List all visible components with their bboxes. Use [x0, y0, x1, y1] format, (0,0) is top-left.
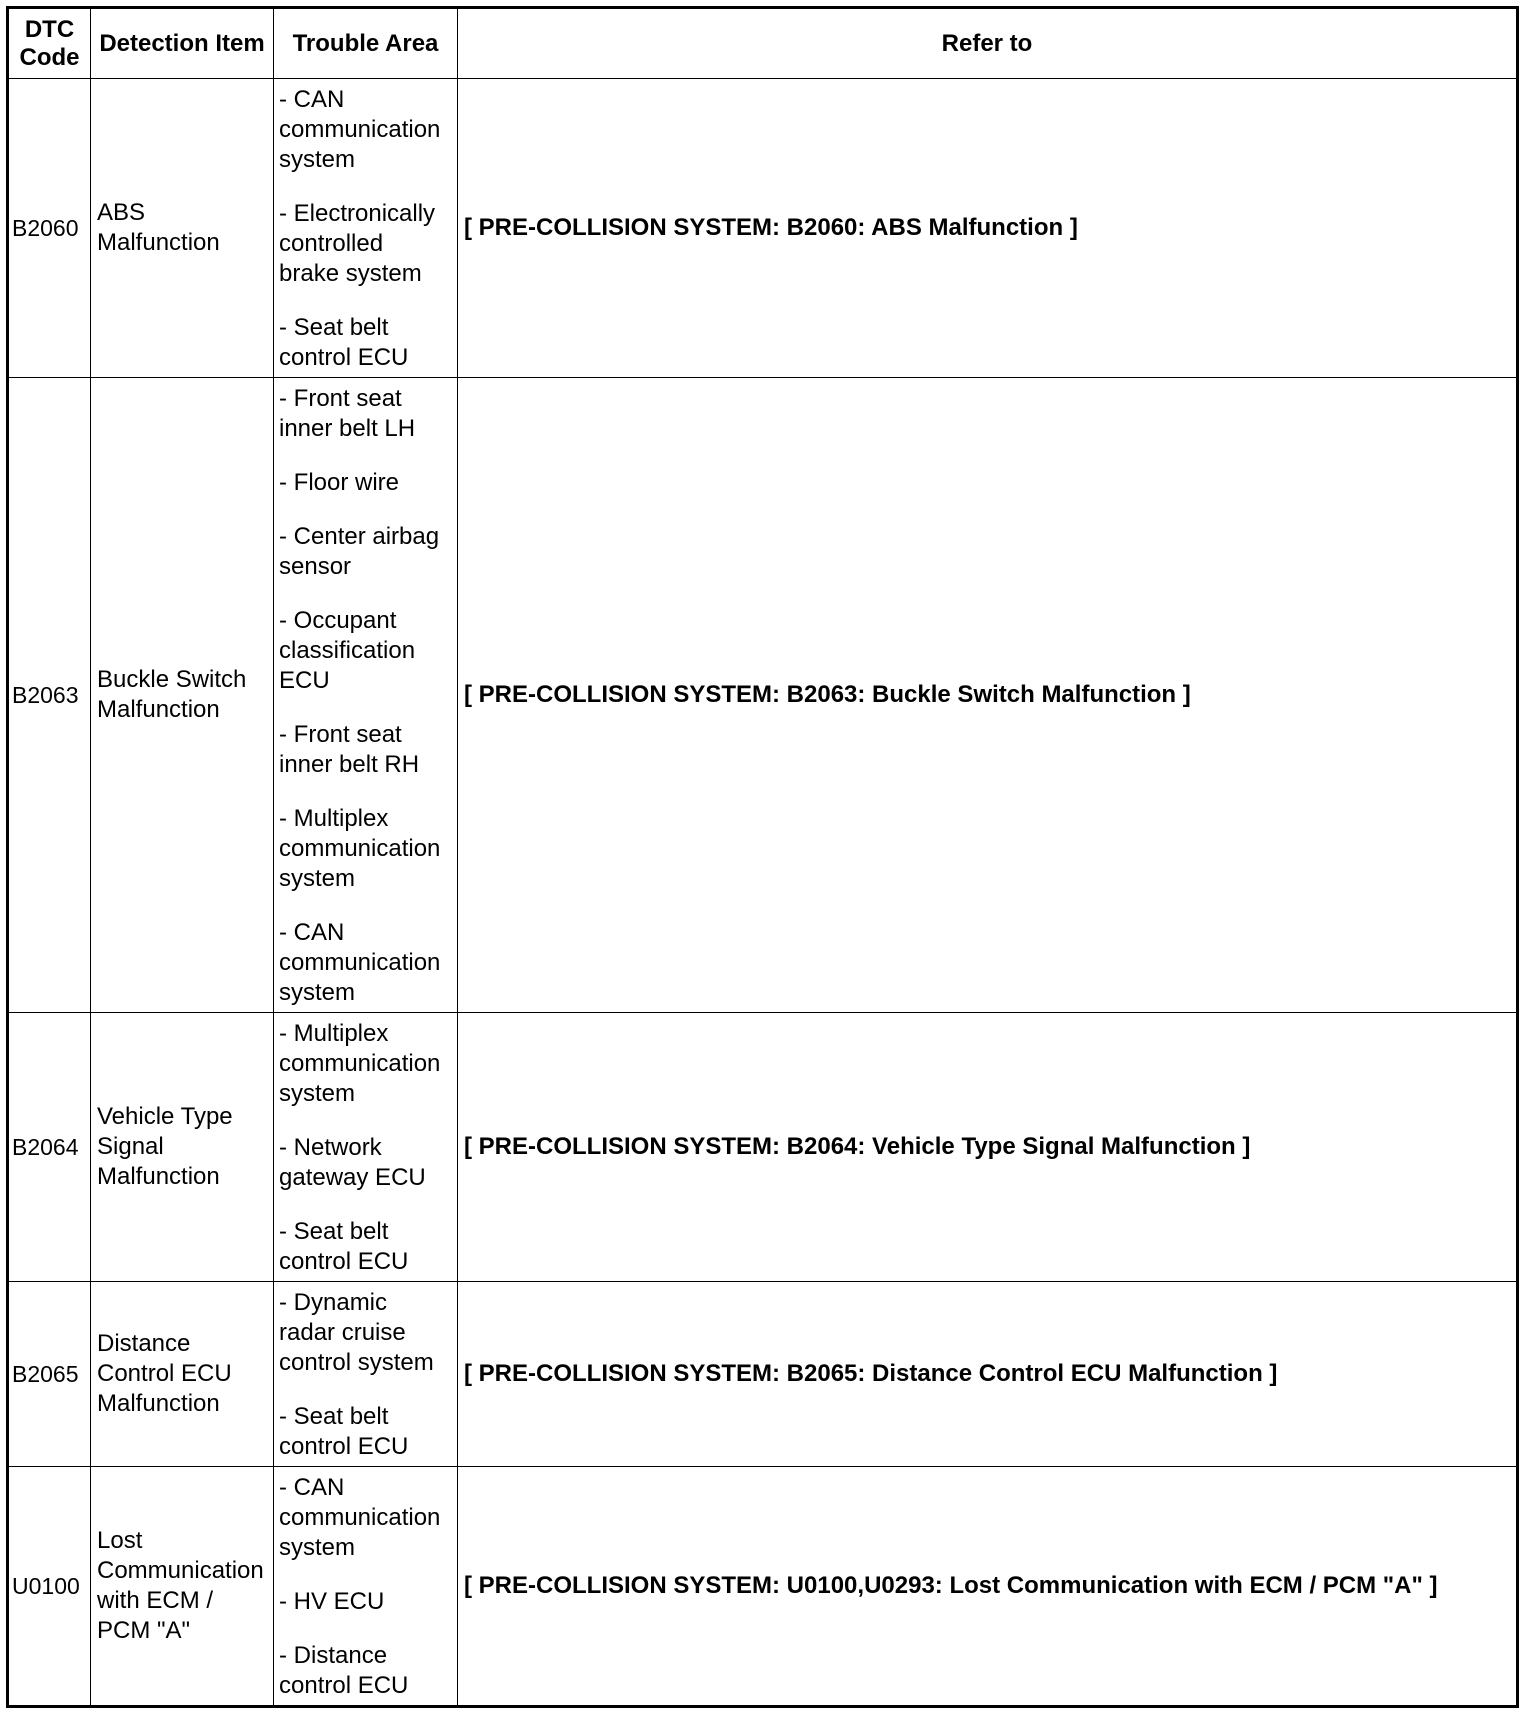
trouble-area-line: gateway ECU	[279, 1164, 426, 1191]
trouble-area-item	[279, 918, 455, 1008]
trouble-area-line: - Occupant	[279, 607, 397, 634]
trouble-area-line: - Seat belt	[279, 1218, 389, 1245]
trouble-area-line: communication	[279, 949, 441, 976]
detection-item-cell	[91, 1013, 274, 1282]
table-row	[8, 378, 1518, 1013]
trouble-area-line: inner belt LH	[279, 415, 416, 442]
detection-item-cell	[91, 1282, 274, 1467]
dtc-code-cell: B2063	[8, 378, 91, 1013]
trouble-area-line: - Electronically	[279, 200, 436, 227]
trouble-area-line: - Network	[279, 1134, 382, 1161]
trouble-area-item	[279, 522, 455, 582]
trouble-area-item	[279, 1402, 455, 1462]
trouble-area-item	[279, 1019, 455, 1109]
trouble-area-cell	[274, 1467, 458, 1707]
detection-item-line: Malfunction	[97, 1390, 220, 1417]
trouble-area-line: control system	[279, 1349, 434, 1376]
detection-item-line: Distance	[97, 1330, 191, 1357]
trouble-area-line: sensor	[279, 553, 352, 580]
trouble-area-item	[279, 1641, 455, 1701]
table-row	[8, 79, 1518, 378]
trouble-area-item	[279, 468, 455, 498]
detection-item-line: Lost	[97, 1527, 143, 1554]
trouble-area-item	[279, 85, 455, 175]
table-body	[8, 79, 1518, 1707]
trouble-area-cell	[274, 1282, 458, 1467]
trouble-area-item	[279, 1217, 455, 1277]
trouble-area-line: - HV ECU	[279, 1588, 385, 1615]
trouble-area-line: system	[279, 979, 356, 1006]
trouble-area-line: system	[279, 865, 356, 892]
trouble-area-item	[279, 1288, 455, 1378]
trouble-area-cell	[274, 1013, 458, 1282]
detection-item-line: ABS	[97, 199, 146, 226]
trouble-area-line: - Seat belt	[279, 314, 389, 341]
refer-to-link[interactable]: [ PRE-COLLISION SYSTEM: B2064: Vehicle Type Signal Malfunction ]	[458, 1013, 1518, 1282]
detection-item-cell	[91, 378, 274, 1013]
trouble-area-line: communication	[279, 835, 441, 862]
header-dtc-code	[8, 8, 91, 79]
table-row	[8, 1013, 1518, 1282]
trouble-area-line: classification	[279, 637, 416, 664]
trouble-area-item	[279, 720, 455, 780]
detection-item-cell	[91, 79, 274, 378]
dtc-table	[6, 6, 1519, 1708]
trouble-area-line: - Floor wire	[279, 469, 400, 496]
trouble-area-line: control ECU	[279, 1248, 409, 1275]
trouble-area-line: - Dynamic	[279, 1289, 388, 1316]
trouble-area-item	[279, 199, 455, 289]
trouble-area-line: radar cruise	[279, 1319, 406, 1346]
trouble-area-item	[279, 1133, 455, 1193]
trouble-area-item	[279, 313, 455, 373]
trouble-area-line: control ECU	[279, 1433, 409, 1460]
dtc-code-cell: U0100	[8, 1467, 91, 1707]
detection-item-line: Vehicle Type	[97, 1103, 233, 1130]
detection-item-line: Communication	[97, 1557, 264, 1584]
trouble-area-line: brake system	[279, 260, 422, 287]
refer-to-link[interactable]: [ PRE-COLLISION SYSTEM: U0100,U0293: Lost Communication with ECM / PCM "A" ]	[458, 1467, 1518, 1707]
detection-item-line: Buckle Switch	[97, 666, 247, 693]
refer-to-link[interactable]: [ PRE-COLLISION SYSTEM: B2060: ABS Malfunction ]	[458, 79, 1518, 378]
trouble-area-line: - Multiplex	[279, 805, 389, 832]
detection-item-cell	[91, 1467, 274, 1707]
table-row	[8, 1467, 1518, 1707]
trouble-area-cell	[274, 79, 458, 378]
trouble-area-line: - Front seat	[279, 721, 402, 748]
trouble-area-line: - CAN	[279, 86, 345, 113]
trouble-area-line: communication	[279, 1504, 441, 1531]
dtc-code-cell: B2065	[8, 1282, 91, 1467]
header-row	[8, 8, 1518, 79]
header-trouble-area: Trouble Area	[274, 8, 458, 79]
trouble-area-item	[279, 1473, 455, 1563]
refer-to-link[interactable]: [ PRE-COLLISION SYSTEM: B2065: Distance Control ECU Malfunction ]	[458, 1282, 1518, 1467]
detection-item-line: Control ECU	[97, 1360, 232, 1387]
trouble-area-line: - Center airbag	[279, 523, 440, 550]
trouble-area-cell	[274, 378, 458, 1013]
header-refer-to: Refer to	[458, 8, 1518, 79]
trouble-area-item	[279, 1587, 455, 1617]
detection-item-line: PCM "A"	[97, 1617, 191, 1644]
trouble-area-line: communication	[279, 116, 441, 143]
trouble-area-line: ECU	[279, 667, 330, 694]
trouble-area-line: - Multiplex	[279, 1020, 389, 1047]
table-row	[8, 1282, 1518, 1467]
detection-item-line: Malfunction	[97, 229, 220, 256]
detection-item-line: Malfunction	[97, 696, 220, 723]
header-dtc-code-line: DTC	[24, 15, 75, 43]
trouble-area-item	[279, 606, 455, 696]
dtc-code-cell: B2060	[8, 79, 91, 378]
trouble-area-line: controlled	[279, 230, 384, 257]
trouble-area-line: - Distance	[279, 1642, 388, 1669]
trouble-area-line: - Front seat	[279, 385, 402, 412]
header-dtc-code-line: Code	[19, 43, 80, 71]
trouble-area-line: - Seat belt	[279, 1403, 389, 1430]
detection-item-line: with ECM /	[97, 1587, 214, 1614]
trouble-area-item	[279, 804, 455, 894]
trouble-area-item	[279, 384, 455, 444]
trouble-area-line: - CAN	[279, 1474, 345, 1501]
trouble-area-line: system	[279, 1534, 356, 1561]
trouble-area-line: control ECU	[279, 344, 409, 371]
trouble-area-line: - CAN	[279, 919, 345, 946]
trouble-area-line: communication	[279, 1050, 441, 1077]
trouble-area-line: inner belt RH	[279, 751, 420, 778]
dtc-code-cell: B2064	[8, 1013, 91, 1282]
detection-item-line: Malfunction	[97, 1163, 220, 1190]
trouble-area-line: system	[279, 1080, 356, 1107]
trouble-area-line: control ECU	[279, 1672, 409, 1699]
header-detection-item: Detection Item	[91, 8, 274, 79]
detection-item-line: Signal	[97, 1133, 164, 1160]
trouble-area-line: system	[279, 146, 356, 173]
refer-to-link[interactable]: [ PRE-COLLISION SYSTEM: B2063: Buckle Switch Malfunction ]	[458, 378, 1518, 1013]
